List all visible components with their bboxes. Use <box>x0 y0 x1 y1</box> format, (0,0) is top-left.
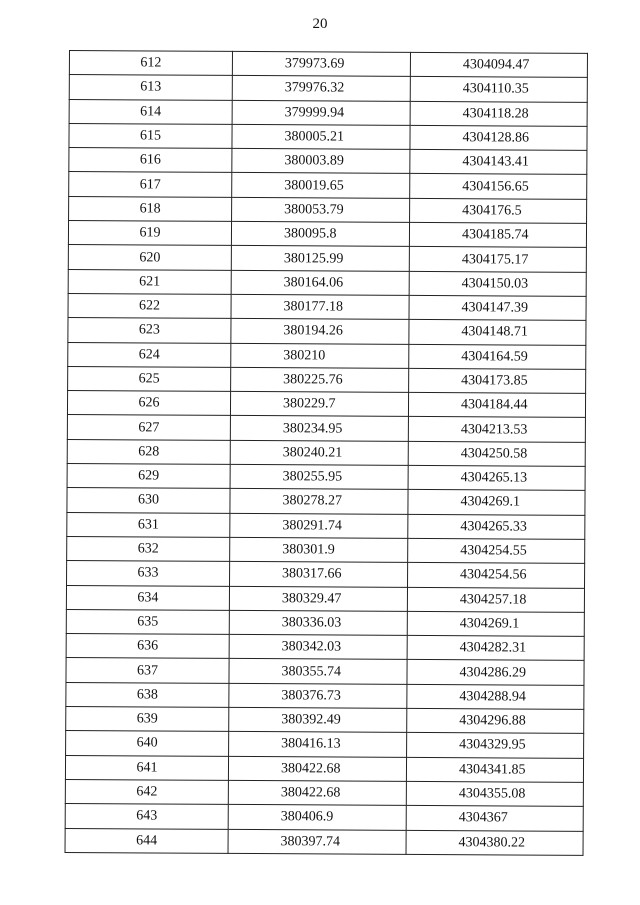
coordinates-table-body <box>65 51 587 856</box>
point-number-cell: 634 <box>66 585 229 610</box>
table-row <box>68 342 586 369</box>
point-number-cell: 625 <box>68 366 231 391</box>
x-coordinate-cell: 380392.49 <box>229 707 407 732</box>
y-coordinate-cell: 4304150.03 <box>409 271 586 296</box>
x-coordinate-cell: 380291.74 <box>230 513 408 538</box>
table-row <box>69 148 587 175</box>
page-number: 20 <box>312 16 328 32</box>
point-number-cell: 643 <box>65 804 228 829</box>
point-number-cell: 635 <box>66 609 229 634</box>
table-row <box>67 391 585 418</box>
y-coordinate-cell: 4304250.58 <box>408 441 585 466</box>
point-number-cell: 612 <box>69 51 232 76</box>
table-row <box>67 561 585 588</box>
point-number-cell: 617 <box>69 172 232 197</box>
table-row <box>66 609 584 636</box>
y-coordinate-cell: 4304094.47 <box>410 52 587 77</box>
table-row <box>69 196 587 223</box>
y-coordinate-cell: 4304156.65 <box>410 174 587 199</box>
x-coordinate-cell: 380342.03 <box>229 635 407 660</box>
point-number-cell: 619 <box>68 221 231 246</box>
table-row <box>67 488 585 515</box>
x-coordinate-cell: 379976.32 <box>232 76 410 101</box>
x-coordinate-cell: 380422.68 <box>228 780 406 805</box>
x-coordinate-cell: 380416.13 <box>229 732 407 757</box>
point-number-cell: 639 <box>66 707 229 732</box>
x-coordinate-cell: 380053.79 <box>232 197 410 222</box>
x-coordinate-cell: 380329.47 <box>229 586 407 611</box>
y-coordinate-cell: 4304176.5 <box>410 198 587 223</box>
table-row <box>69 51 587 78</box>
y-coordinate-cell: 4304341.85 <box>406 757 583 782</box>
point-number-cell: 641 <box>65 755 228 780</box>
point-number-cell: 632 <box>67 536 230 561</box>
y-coordinate-cell: 4304269.1 <box>408 490 585 515</box>
x-coordinate-cell: 380240.21 <box>230 440 408 465</box>
point-number-cell: 642 <box>65 779 228 804</box>
x-coordinate-cell: 380301.9 <box>230 537 408 562</box>
table-row <box>69 99 587 126</box>
y-coordinate-cell: 4304254.55 <box>408 538 585 563</box>
y-coordinate-cell: 4304185.74 <box>409 222 586 247</box>
y-coordinate-cell: 4304265.33 <box>408 514 585 539</box>
table-row <box>67 415 585 442</box>
y-coordinate-cell: 4304143.41 <box>410 150 587 175</box>
y-coordinate-cell: 4304296.88 <box>407 708 584 733</box>
y-coordinate-cell: 4304257.18 <box>407 587 584 612</box>
y-coordinate-cell: 4304184.44 <box>408 393 585 418</box>
y-coordinate-cell: 4304147.39 <box>409 295 586 320</box>
x-coordinate-cell: 380278.27 <box>230 489 408 514</box>
table-row <box>68 366 586 393</box>
table-row <box>68 318 586 345</box>
table-row <box>67 536 585 563</box>
y-coordinate-cell: 4304148.71 <box>409 320 586 345</box>
point-number-cell: 629 <box>67 464 230 489</box>
point-number-cell: 628 <box>67 439 230 464</box>
x-coordinate-cell: 380422.68 <box>228 756 406 781</box>
point-number-cell: 627 <box>67 415 230 440</box>
table-row <box>66 658 584 685</box>
y-coordinate-cell: 4304128.86 <box>410 125 587 150</box>
table-row <box>65 828 583 855</box>
point-number-cell: 615 <box>69 123 232 148</box>
table-row <box>65 804 583 831</box>
x-coordinate-cell: 380355.74 <box>229 659 407 684</box>
y-coordinate-cell: 4304175.17 <box>409 247 586 272</box>
table-row <box>66 682 584 709</box>
y-coordinate-cell: 4304110.35 <box>410 77 587 102</box>
table-row <box>66 731 584 758</box>
x-coordinate-cell: 380397.74 <box>228 829 406 854</box>
x-coordinate-cell: 380234.95 <box>230 416 408 441</box>
x-coordinate-cell: 380229.7 <box>230 392 408 417</box>
table-row <box>69 172 587 199</box>
table-row <box>68 269 586 296</box>
x-coordinate-cell: 380255.95 <box>230 464 408 489</box>
point-number-cell: 618 <box>69 196 232 221</box>
y-coordinate-cell: 4304269.1 <box>407 611 584 636</box>
x-coordinate-cell: 380095.8 <box>231 221 409 246</box>
x-coordinate-cell: 380336.03 <box>229 610 407 635</box>
table-row <box>68 221 586 248</box>
table-row <box>66 707 584 734</box>
point-number-cell: 620 <box>68 245 231 270</box>
point-number-cell: 614 <box>69 99 232 124</box>
table-row <box>67 439 585 466</box>
y-coordinate-cell: 4304286.29 <box>407 660 584 685</box>
point-number-cell: 616 <box>69 148 232 173</box>
table-row <box>69 123 587 150</box>
point-number-cell: 636 <box>66 634 229 659</box>
point-number-cell: 630 <box>67 488 230 513</box>
point-number-cell: 640 <box>66 731 229 756</box>
x-coordinate-cell: 380194.26 <box>231 319 409 344</box>
table-row <box>65 755 583 782</box>
y-coordinate-cell: 4304288.94 <box>407 684 584 709</box>
table-row <box>68 293 586 320</box>
table-row <box>69 75 587 102</box>
table-row <box>68 245 586 272</box>
y-coordinate-cell: 4304380.22 <box>406 830 583 855</box>
point-number-cell: 633 <box>67 561 230 586</box>
y-coordinate-cell: 4304282.31 <box>407 636 584 661</box>
x-coordinate-cell: 380376.73 <box>229 683 407 708</box>
point-number-cell: 626 <box>67 391 230 416</box>
x-coordinate-cell: 379999.94 <box>232 100 410 125</box>
point-number-cell: 613 <box>69 75 232 100</box>
point-number-cell: 638 <box>66 682 229 707</box>
x-coordinate-cell: 380210 <box>231 343 409 368</box>
y-coordinate-cell: 4304265.13 <box>408 465 585 490</box>
x-coordinate-cell: 380406.9 <box>228 805 406 830</box>
table-row <box>65 779 583 806</box>
x-coordinate-cell: 380125.99 <box>231 246 409 271</box>
x-coordinate-cell: 380317.66 <box>230 562 408 587</box>
point-number-cell: 621 <box>68 269 231 294</box>
point-number-cell: 623 <box>68 318 231 343</box>
y-coordinate-cell: 4304355.08 <box>406 781 583 806</box>
y-coordinate-cell: 4304173.85 <box>409 368 586 393</box>
y-coordinate-cell: 4304213.53 <box>408 417 585 442</box>
table-row <box>67 512 585 539</box>
coordinates-table <box>65 50 588 856</box>
x-coordinate-cell: 380003.89 <box>232 149 410 174</box>
y-coordinate-cell: 4304118.28 <box>410 101 587 126</box>
point-number-cell: 624 <box>68 342 231 367</box>
x-coordinate-cell: 379973.69 <box>232 51 410 76</box>
point-number-cell: 631 <box>67 512 230 537</box>
table-row <box>67 464 585 491</box>
y-coordinate-cell: 4304254.56 <box>408 563 585 588</box>
point-number-cell: 637 <box>66 658 229 683</box>
x-coordinate-cell: 380225.76 <box>231 367 409 392</box>
point-number-cell: 622 <box>68 293 231 318</box>
point-number-cell: 644 <box>65 828 228 853</box>
y-coordinate-cell: 4304367 <box>406 806 583 831</box>
x-coordinate-cell: 380005.21 <box>232 124 410 149</box>
x-coordinate-cell: 380164.06 <box>231 270 409 295</box>
x-coordinate-cell: 380019.65 <box>232 173 410 198</box>
table-row <box>66 634 584 661</box>
x-coordinate-cell: 380177.18 <box>231 294 409 319</box>
y-coordinate-cell: 4304164.59 <box>409 344 586 369</box>
table-row <box>66 585 584 612</box>
y-coordinate-cell: 4304329.95 <box>407 733 584 758</box>
